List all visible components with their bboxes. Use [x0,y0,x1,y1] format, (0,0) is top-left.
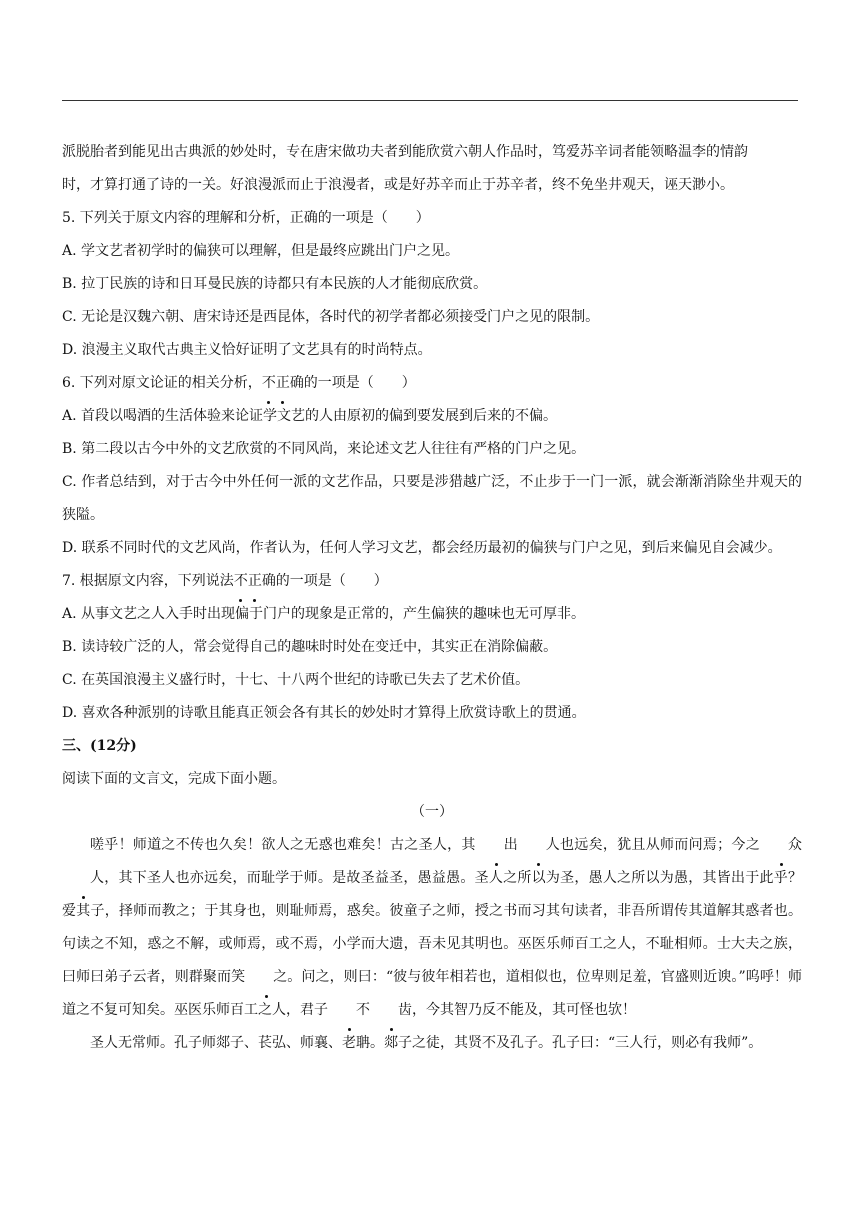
emphasis-char: 正 [276,367,290,400]
emphasis-char: 人 [62,862,104,895]
question-7-option-b: B. 读诗较广泛的人，常会觉得自己的趣味时时处在变迁中，其实正在消除偏蔽。 [62,639,558,655]
emphasis-char: 不 [262,367,276,400]
passage-text: 嗟乎！师道之不传也久矣！欲人之无惑也难矣！古之圣人，其 [90,837,476,853]
passage-part-title: （一） [411,804,453,820]
question-5-option-b: B. 拉丁民族的诗和日耳曼民族的诗都只有本民族的人才能彻底欣赏。 [62,276,488,292]
question-6-stem-post: 确的一项是（ ） [289,375,416,391]
emphasis-char: 齿 [370,994,412,1027]
emphasis-char: 不 [234,565,248,598]
emphasis-char: 不 [328,994,370,1027]
passage-paragraph-1 [62,829,802,1027]
document-body [62,136,802,1060]
section-3-heading: 三、(12分) [62,738,137,754]
emphasis-char: 出 [476,829,518,862]
question-6-option-a: A. 首段以喝酒的生活体验来论证学文艺的人由原初的偏到要发展到后来的不偏。 [62,408,558,424]
question-7-stem [62,565,802,598]
passage-text: ，其下圣人也亦远矣，而耻学于师。是故圣益圣，愚益愚。圣人之所以为圣，愚人之所以为愚，其皆出于此乎？爱其子，择师而教之；于其身也，则耻师焉，惑矣。彼童子之师，授之书而习其句读者，非吾所谓传其道解其惑者也。句读之不知，惑之不解，或师焉，或不焉，小学而大遗，吾未见其明也。巫医乐师百工之人，不耻相师。士大夫之族，曰师曰弟子云者，则群聚而笑 [62,870,802,985]
emphasis-char: 之 [245,961,287,994]
passage-text: 。问之，则曰：“彼与彼年相若也，道相似也，位卑则足羞，官盛则近谀。”呜呼！师道之不复可知矣。巫医乐师百工之人，君子 [62,969,803,1018]
question-6-stem-pre: 6. 下列对原文论证的相关分析， [62,375,262,391]
section-3-instruction: 阅读下面的文言文，完成下面小题。 [62,771,286,787]
question-5-option-a: A. 学文艺者初学时的偏狭可以理解，但是最终应跳出门户之见。 [62,243,460,259]
header-rule [62,100,798,101]
top-paragraph-line-1: 派脱胎者到能见出古典派的妙处时，专在唐宋做功夫者到能欣赏六朝人作品时，笃爱苏辛词者能领略温李的情韵 [62,144,748,160]
question-6-option-d: D. 联系不同时代的文艺风尚，作者认为，任何人学习文艺，都会经历最初的偏狭与门户之见，到后来偏见自会减少。 [62,540,782,556]
question-5-option-c: C. 无论是汉魏六朝、唐宋诗还是西昆体，各时代的初学者都必须接受门户之见的限制。 [62,309,600,325]
passage-paragraph-2: 圣人无常师。孔子师郯子、苌弘、师襄、老聃。郯子之徒，其贤不及孔子。孔子曰：“三人行，则必有我师”。 [90,1035,763,1051]
question-6-option-c: C. 作者总结到，对于古今中外任何一派的文艺作品，只要是涉猎越广泛，不止步于一门一派，就会渐渐消除坐井观天的狭隘。 [62,474,802,523]
question-7-stem-pre: 7. 根据原文内容，下列说法 [62,573,234,589]
question-7-option-c: C. 在英国浪漫主义盛行时，十七、十八两个世纪的诗歌已失去了艺术价值。 [62,672,530,688]
emphasis-char: 众 [760,829,802,862]
question-5-stem: 5. 下列关于原文内容的理解和分析，正确的一项是（ ） [62,210,430,226]
question-7-option-d: D. 喜欢各种派别的诗歌且能真正领会各有其长的妙处时才算得上欣赏诗歌上的贯通。 [62,705,586,721]
question-7-stem-post: 确的一项是（ ） [261,573,388,589]
emphasis-char: 正 [248,565,262,598]
top-paragraph-line-2: 时，才算打通了诗的一关。好浪漫派而止于浪漫者，或是好苏辛而止于苏辛者，终不免坐井观天，诬天渺小。 [62,177,734,193]
passage-text: ，今其智乃反不能及，其可怪也欤！ [412,1002,636,1018]
question-6-option-b: B. 第二段以古今中外的文艺欣赏的不同风尚，来论述文艺人往往有严格的门户之见。 [62,441,586,457]
emphasis-char: 人 [518,829,560,862]
question-7-option-a: A. 从事文艺之人入手时出现偏于门户的现象是正常的，产生偏狭的趣味也无可厚非。 [62,606,586,622]
passage-text: 也远矣，犹且从师而问焉；今之 [559,837,761,853]
question-5-option-d: D. 浪漫主义取代古典主义恰好证明了文艺具有的时尚特点。 [62,342,432,358]
question-6-stem [62,367,802,400]
